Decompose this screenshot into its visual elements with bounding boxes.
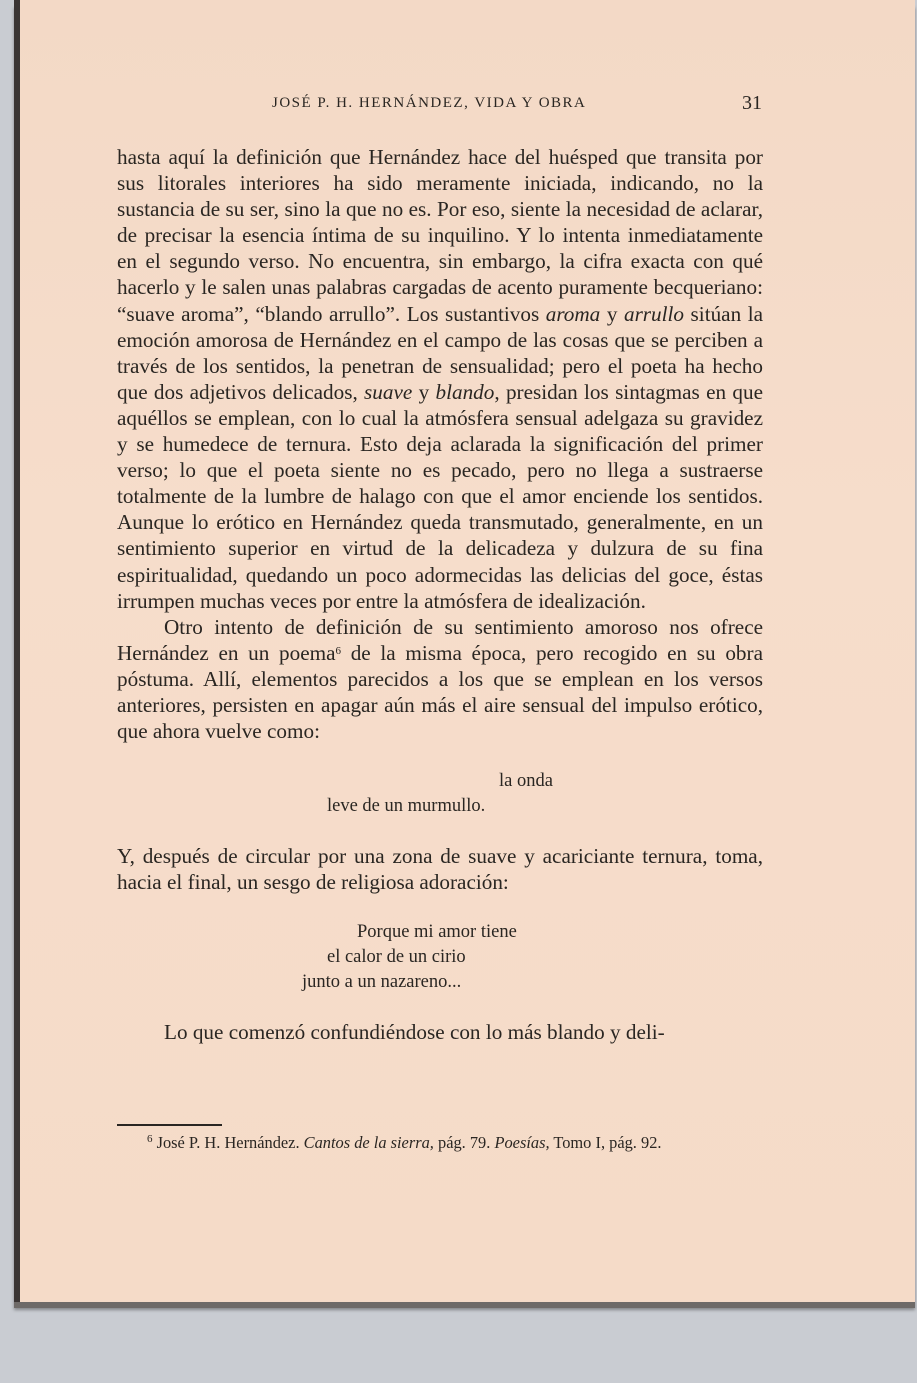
verse-2-line-3: junto a un nazareno... [302, 972, 462, 993]
page-body [117, 144, 763, 1045]
footnote-page-1: pág. 79. [438, 1133, 491, 1152]
verse-1-line-2: leve de un murmullo. [327, 796, 486, 817]
italic-suave: suave [364, 379, 413, 404]
footnote-author: José P. H. Hernández. [156, 1133, 300, 1152]
italic-arrullo: arrullo [623, 301, 685, 326]
footnote-rest: Tomo I, pág. 92. [553, 1133, 662, 1152]
footnote-rule [117, 1124, 222, 1126]
footnote-title-1: Cantos de la sierra, [303, 1133, 434, 1152]
page-header [14, 92, 915, 119]
paragraph-1-text-b: y [600, 301, 624, 326]
verse-1-line-1: la onda [499, 771, 553, 792]
paragraph-1-text-a: hasta aquí la definición que Hernández hace del huésped que transita por sus litorales interiores ha sido meramente iniciada, indicando, no la sustancia de su ser, sino la que no es. Por eso, siente la necesidad de aclarar, de precisar la esencia íntima de su inquilino. Y lo intenta inmediatamente en el segundo verso. No encuentra, sin embargo, la cifra exacta con qué hacerlo y le salen unas palabras cargadas de acento puramente becqueriano: “suave aroma”, “blando arrullo”. Los sustantivos [117, 145, 763, 326]
paragraph-2 [117, 614, 763, 744]
verse-quote-1 [117, 769, 763, 819]
paragraph-4: Lo que comenzó confundiéndose con lo más blando y deli- [164, 1020, 665, 1045]
paragraph-2-text-a: Otro intento de definición de su sentimiento amoroso nos ofrece Hernández en un poema [117, 614, 763, 665]
paragraph-1-text-d: y [412, 379, 436, 404]
italic-blando: blando [435, 379, 495, 404]
running-title: JOSÉ P. H. HERNÁNDEZ, VIDA Y OBRA [272, 95, 587, 111]
verse-2-line-2: el calor de un cirio [327, 947, 466, 968]
book-page [14, 0, 915, 1302]
footnote [147, 1133, 787, 1153]
verse-2-line-1: Porque mi amor tiene [357, 922, 517, 943]
italic-aroma: aroma [545, 301, 601, 326]
page-number: 31 [742, 92, 762, 114]
paragraph-1-text-e: , presidan los sintagmas en que aquéllos se emplean, con lo cual la atmósfera sensual adelgaza su gravidez y se humedece de ternura. Esto deja aclarada la significación del primer verso; lo que el poeta siente no es pecado, pero no llega a sustraerse totalmente de la lumbre de halago con que el amor enciende los sentidos. Aunque lo erótico en Hernández queda transmutado, generalmente, en un sentimiento superior en virtud de la delicadeza y dulzura de su fina espiritualidad, quedando un poco adormecidas las delicias del goce, éstas irrumpen muchas veces por entre la atmósfera de idealización. [117, 379, 764, 613]
footnote-reference: 6 [335, 644, 341, 657]
paragraph-2-text-b: de la misma época, pero recogido en su obra póstuma. Allí, elementos parecidos a los que se emplean en los versos anteriores, persisten en apagar aún más el aire sensual del impulso erótico, que ahora vuelve como: [117, 640, 763, 744]
footnote-title-2: Poesías, [494, 1133, 550, 1152]
footnote-marker: 6 [147, 1132, 153, 1145]
paragraph-1 [117, 144, 763, 614]
verse-quote-2 [117, 920, 763, 995]
paragraph-3: Y, después de circular por una zona de suave y acariciante ternura, toma, hacia el final, un sesgo de religiosa adoración: [117, 844, 763, 895]
paragraph-1-text-c: sitúan la emoción amorosa de Hernández en el campo de las cosas que se perciben a través de los sentidos, la penetran de sensualidad; pero el poeta ha hecho que dos adjetivos delicados, [117, 301, 763, 404]
